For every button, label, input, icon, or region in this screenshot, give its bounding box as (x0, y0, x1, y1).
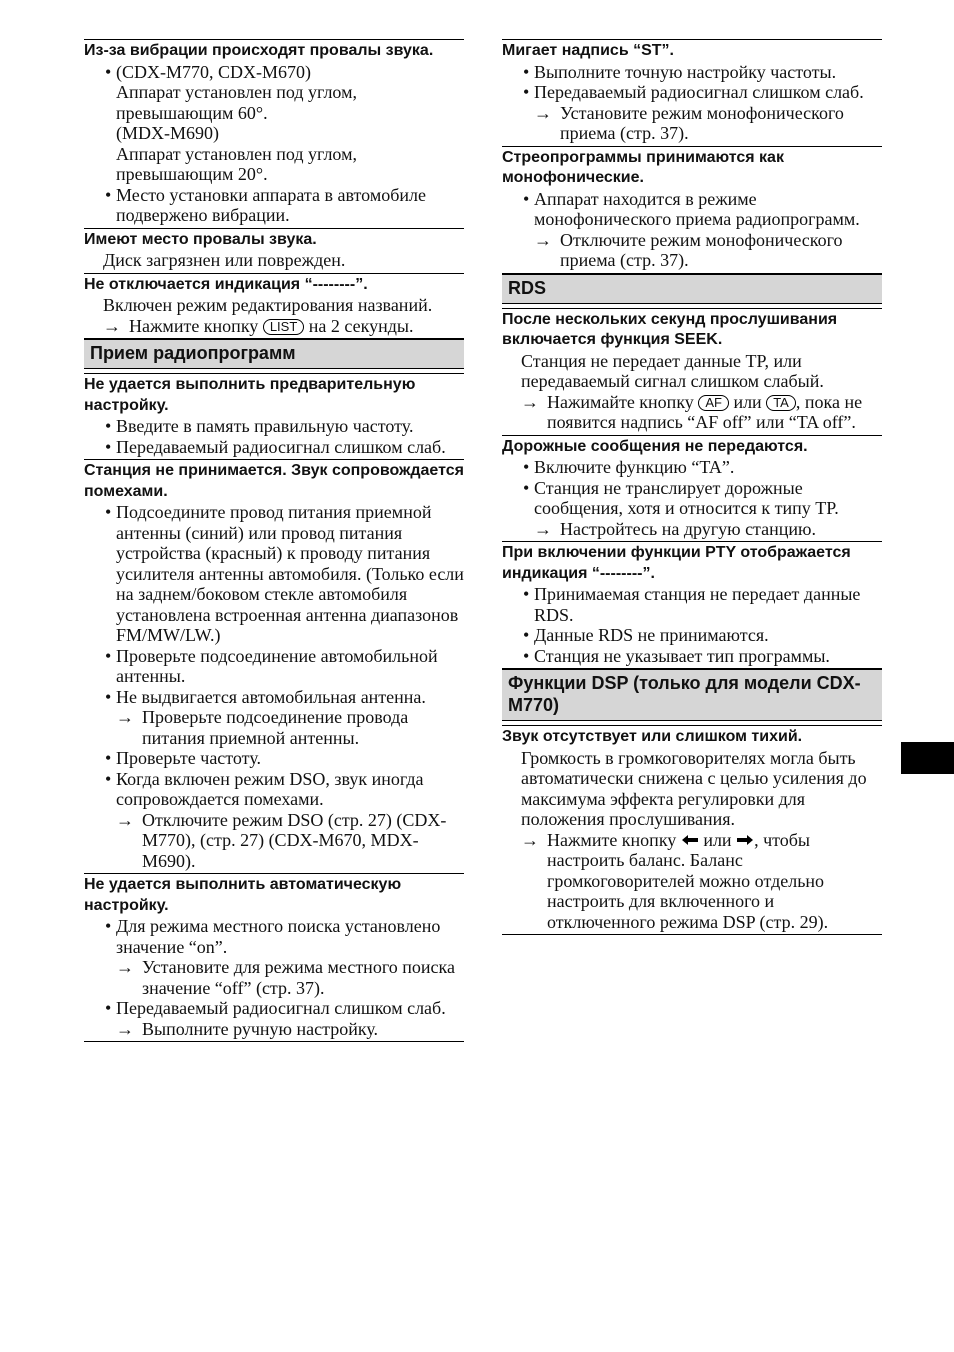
problem-title: Не удается выполнить автоматическую настройку. (84, 876, 402, 914)
bullet-item: • Проверьте подсоединение автомобильной антенны. (84, 646, 464, 687)
remedy-item: → Установите режим монофонического приема (стр. 37). (502, 103, 882, 144)
remedy-item: → Выполните ручную настройку. (84, 1019, 464, 1040)
bullet-item: • Станция не указывает тип программы. (502, 646, 882, 667)
section-header-radio: Прием радиопрограмм (84, 339, 464, 369)
bullet-item: • Передаваемый радиосигнал слишком слаб. (502, 82, 882, 103)
section-header-dsp: Функции DSP (только для модели CDX-M770) (502, 669, 882, 721)
remedy-item: → Установите для режима местного поиска значение “off” (стр. 37). (84, 957, 464, 998)
remedy-item: → Отключите режим DSO (стр. 27) (CDX-M770), (стр. 27) (CDX-M670, MDX-M690). (84, 810, 464, 872)
section-header-rds: RDS (502, 274, 882, 304)
problem-title: Станция не принимается. Звук сопровождается помехами. (84, 462, 464, 500)
remedy-item: → Нажмите кнопку или , чтобы настроить баланс. Баланс громкоговорителей можно отдельно настроить для включенного и отключенного режима DSP (стр. 29). (502, 830, 882, 933)
cause-text: Станция не передает данные TP, или передаваемый сигнал слишком слабый. (521, 350, 824, 391)
trouble-block-dropouts (84, 228, 464, 273)
bullet-item: • Включите функцию “TA”. (502, 457, 882, 478)
trouble-block-preset (84, 373, 464, 459)
bullet-item: • Для режима местного поиска установлено значение “on”. (84, 916, 464, 957)
trouble-block-autotune (84, 873, 464, 1042)
problem-title: Дорожные сообщения не передаются. (502, 437, 808, 455)
bullet-item: • Передаваемый радиосигнал слишком слаб. (84, 998, 464, 1019)
remedy-item: → Отключите режим монофонического приема (стр. 37). (502, 230, 882, 271)
trouble-block-traffic (502, 435, 882, 542)
bullet-item: • Аппарат находится в режиме монофонического приема радиопрограмм. (502, 189, 882, 230)
bullet-item: • Передаваемый радиосигнал слишком слаб. (84, 437, 464, 458)
trouble-block-no-sound (502, 725, 882, 935)
cause-text: Включен режим редактирования названий. (103, 295, 433, 315)
problem-title: Звук отсутствует или слишком тихий. (502, 728, 803, 745)
bullet-item: • Выполните точную настройку частоты. (502, 62, 882, 83)
problem-title: Стреопрограммы принимаются как монофонические. (502, 148, 784, 186)
bullet-item: • (CDX-M770, CDX-M670) Аппарат установлен под углом, превышающим 60°. (MDX-M690) Аппарат установлен под углом, превышающим 20°. (84, 62, 464, 185)
arrow-left-icon (681, 834, 699, 846)
bullet-item: • Данные RDS не принимаются. (502, 625, 882, 646)
cause-text: Диск загрязнен или поврежден. (103, 250, 346, 270)
bullet-item: • Не выдвигается автомобильная антенна. (84, 687, 464, 708)
trouble-block-pty (502, 541, 882, 669)
cause-text: Громкость в громкоговорителях могла быть автоматически снижена с целью усиления до максимума эффекта регулировки для положения прослушивания. (521, 747, 867, 829)
bullet-item: • Подсоедините провод питания приемной антенны (синий) или провод питания устройства (красный) к проводу питания усилителя антенны автомобиля. (Только если на заднем/боковом стекле автомобиля установлена встроенная антенна диапазонов FM/MW/LW.) (84, 502, 464, 646)
trouble-block-mono (502, 146, 882, 274)
bullet-item: • Проверьте частоту. (84, 748, 464, 769)
right-column (502, 39, 882, 935)
trouble-block-vibration (84, 39, 464, 228)
problem-title: После нескольких секунд прослушивания включается функция SEEK. (502, 310, 838, 348)
left-column (84, 39, 464, 1042)
trouble-block-st (502, 39, 882, 146)
problem-title: Из-за вибрации происходят провалы звука. (84, 42, 434, 59)
page-tab-marker (901, 742, 954, 774)
trouble-block-seek (502, 308, 882, 435)
bullet-item: • Введите в память правильную частоту. (84, 416, 464, 437)
problem-title: Имеют место провалы звука. (84, 230, 317, 248)
af-button-label: AF (698, 395, 729, 411)
remedy-item: → Нажимайте кнопку AF или TA , пока не появится надпись “AF off” или “TA off”. (502, 392, 882, 433)
problem-title: Мигает надпись “ST”. (502, 42, 674, 59)
remedy-item: → Проверьте подсоединение провода питания приемной антенны. (84, 707, 464, 748)
ta-button-label: TA (766, 395, 796, 411)
problem-title: Не отключается индикация “--------”. (84, 275, 368, 293)
problem-title: Не удается выполнить предварительную настройку. (84, 376, 416, 414)
list-button-label: LIST (263, 319, 304, 335)
bullet-item: • Принимаемая станция не передает данные RDS. (502, 584, 882, 625)
trouble-block-reception (84, 459, 464, 873)
bullet-item: • Станция не транслирует дорожные сообщения, хотя и относится к типу TP. (502, 478, 882, 519)
remedy-item: → Нажмите кнопку LIST на 2 секунды. (84, 316, 464, 337)
problem-title: При включении функции PTY отображается индикация “--------”. (502, 544, 851, 582)
bullet-item: • Когда включен режим DSO, звук иногда сопровождается помехами. (84, 769, 464, 810)
trouble-block-indication (84, 273, 464, 340)
arrow-right-icon (736, 834, 754, 846)
bullet-item: • Место установки аппарата в автомобиле подвержено вибрации. (84, 185, 464, 226)
remedy-item: → Настройтесь на другую станцию. (502, 519, 882, 540)
